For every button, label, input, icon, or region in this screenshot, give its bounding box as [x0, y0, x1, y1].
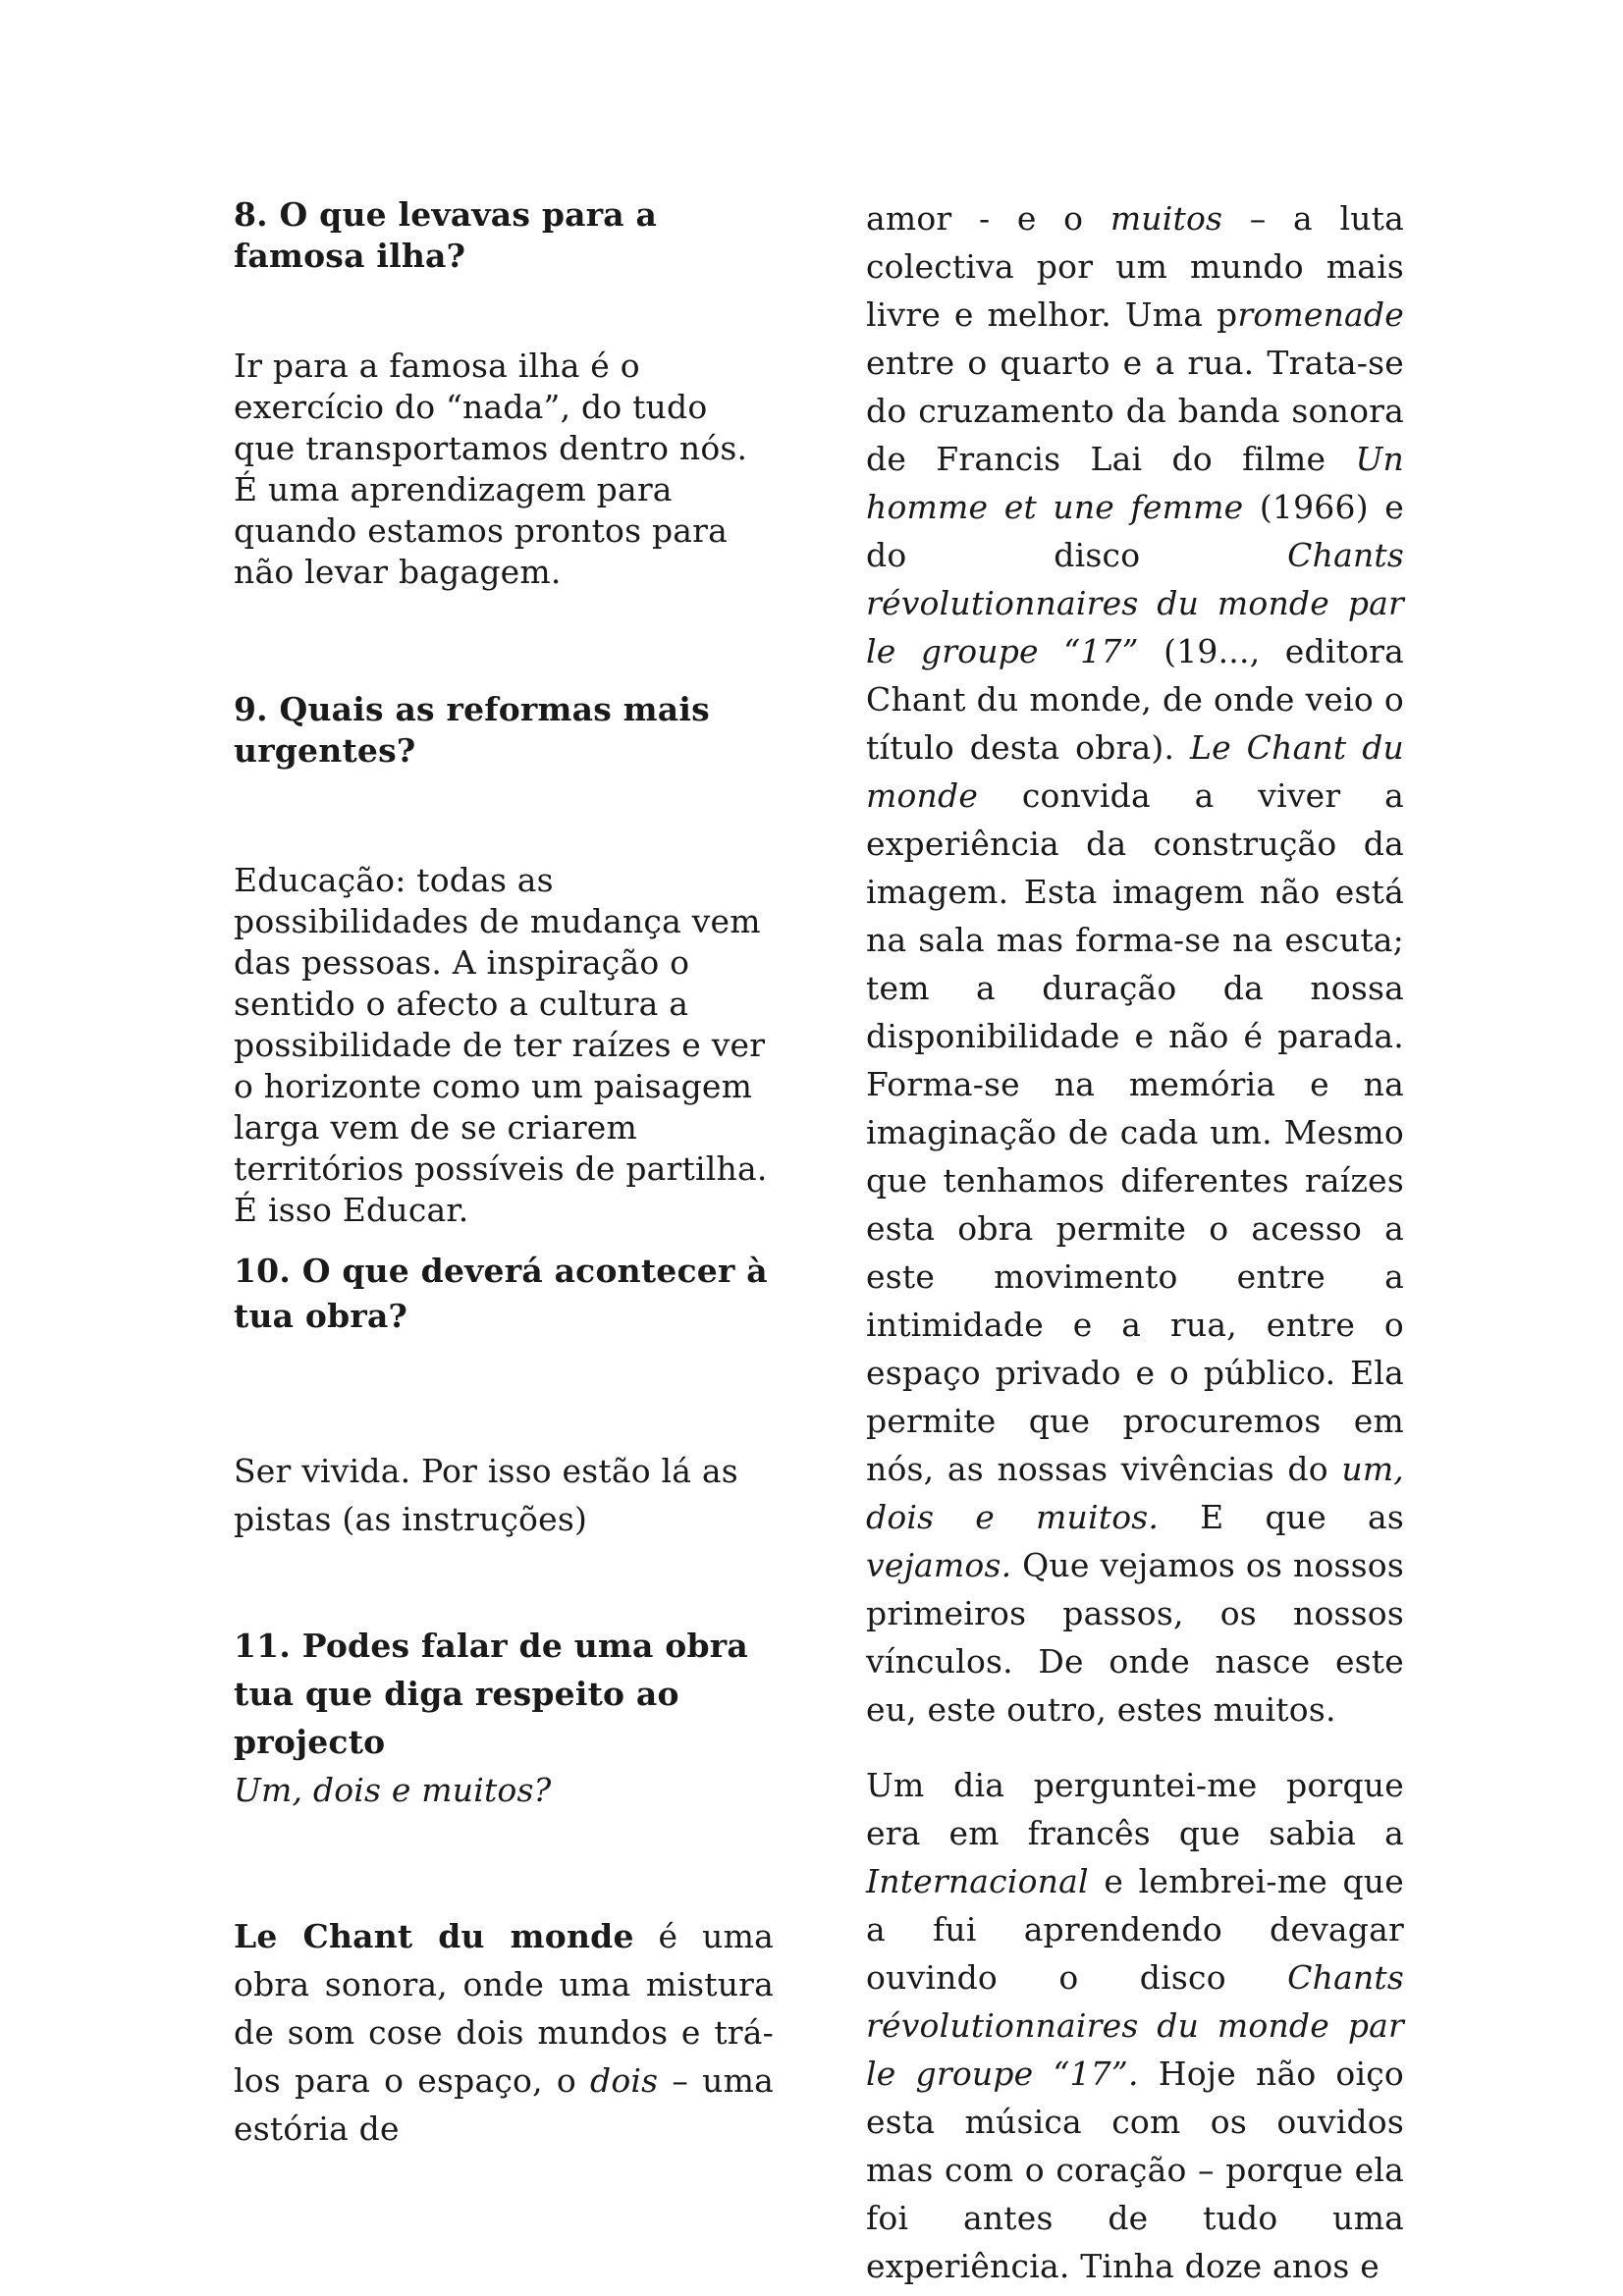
question-9: 9. Quais as reformas mais urgentes?: [234, 690, 710, 770]
text-segment: (19..., editora Chant du monde, de onde veio o título desta obra).: [866, 632, 1404, 767]
answer-10: Ser vivida. Por isso estão lá as pistas (as instruções): [234, 1452, 738, 1538]
text-segment: amor - e o: [866, 199, 1110, 238]
text-segment: Chants révolutionnaires du monde par le groupe “17”.: [866, 1958, 1404, 2093]
text-segment: muitos: [1109, 199, 1223, 238]
question-11-project-name: Um, dois e muitos?: [234, 1771, 552, 1809]
text-segment: (1966) e do disco: [866, 488, 1404, 574]
answer-8: Ir para a famosa ilha é o exercício do “nada”, do tudo que transportamos dentro nós. É uma aprendizagem para quando estamos prontos para não levar bagagem.: [234, 347, 748, 591]
text-segment: Hoje não oiço esta música com os ouvidos mas com o coração – porque ela foi antes de tudo uma experiência. Tinha doze anos e: [866, 2055, 1404, 2285]
text-segment: Internacional: [866, 1862, 1089, 1900]
right-paragraph-2: [866, 1761, 1404, 2290]
text-segment: Un homme et une femme: [866, 440, 1404, 526]
text-segment: Chants révolutionnaires du monde par le groupe “17”: [866, 536, 1404, 670]
question-10: 10. O que deverá acontecer à tua obra?: [234, 1252, 768, 1335]
right-paragraph-1: [866, 194, 1404, 1734]
text-segment: romenade: [1237, 295, 1404, 334]
left-column: [234, 194, 774, 2153]
work-title: Le Chant du monde: [234, 1917, 634, 1955]
right-column: [866, 194, 1404, 2290]
text-segment: Le Chant du monde: [866, 728, 1404, 815]
text-segment: convida a viver a experiência da construção da imagem. Esta imagem não está na sala mas forma-se na escuta; tem a duração da nossa disponibilidade e não é parada. Forma-se na memória e na imaginação de cada um. Mesmo que tenhamos diferentes raízes esta obra permite o acesso a este movimento entre a intimidade e a rua, entre o espaço privado e o público. Ela permite que procuremos em nós, as nossas vivências do: [866, 776, 1404, 1488]
text-segment: – a luta colectiva por um mundo mais livre e melhor. Uma p: [866, 199, 1404, 334]
text-segment: e lembrei-me que a fui aprendendo devagar ouvindo o disco: [866, 1862, 1404, 1997]
text-segment: Um dia perguntei-me porque era em francês que sabia a: [866, 1766, 1404, 1852]
answer-9: Educação: todas as possibilidades de mudança vem das pessoas. A inspiração o sentido o afecto a cultura a possibilidade de ter raízes e ver o horizonte como um paisagem larga vem de se criarem territórios possíveis de partilha. É isso Educar.: [234, 861, 768, 1229]
answer-11-text-1: é uma obra sonora, onde uma mistura de som cose dois mundos e trá-los para o espaço, o: [234, 1917, 774, 2100]
answer-11-text-2: – uma estória de: [234, 2061, 774, 2148]
answer-11-dois: dois: [590, 2061, 659, 2100]
question-8: 8. O que levavas para a famosa ilha?: [234, 195, 658, 275]
text-segment: um, dois e muitos.: [866, 1450, 1404, 1536]
text-segment: vejamos.: [866, 1546, 1012, 1584]
text-segment: E que as: [1159, 1498, 1404, 1536]
text-segment: entre o quarto e a rua. Trata-se do cruzamento da banda sonora de Francis Lai do filme: [866, 344, 1404, 478]
text-segment: Que vejamos os nossos primeiros passos, os nossos vínculos. De onde nasce este eu, este outro, estes muitos.: [866, 1546, 1404, 1729]
question-11: 11. Podes falar de uma obra tua que diga respeito ao projecto: [234, 1627, 748, 1761]
answer-11: [234, 1912, 774, 2153]
